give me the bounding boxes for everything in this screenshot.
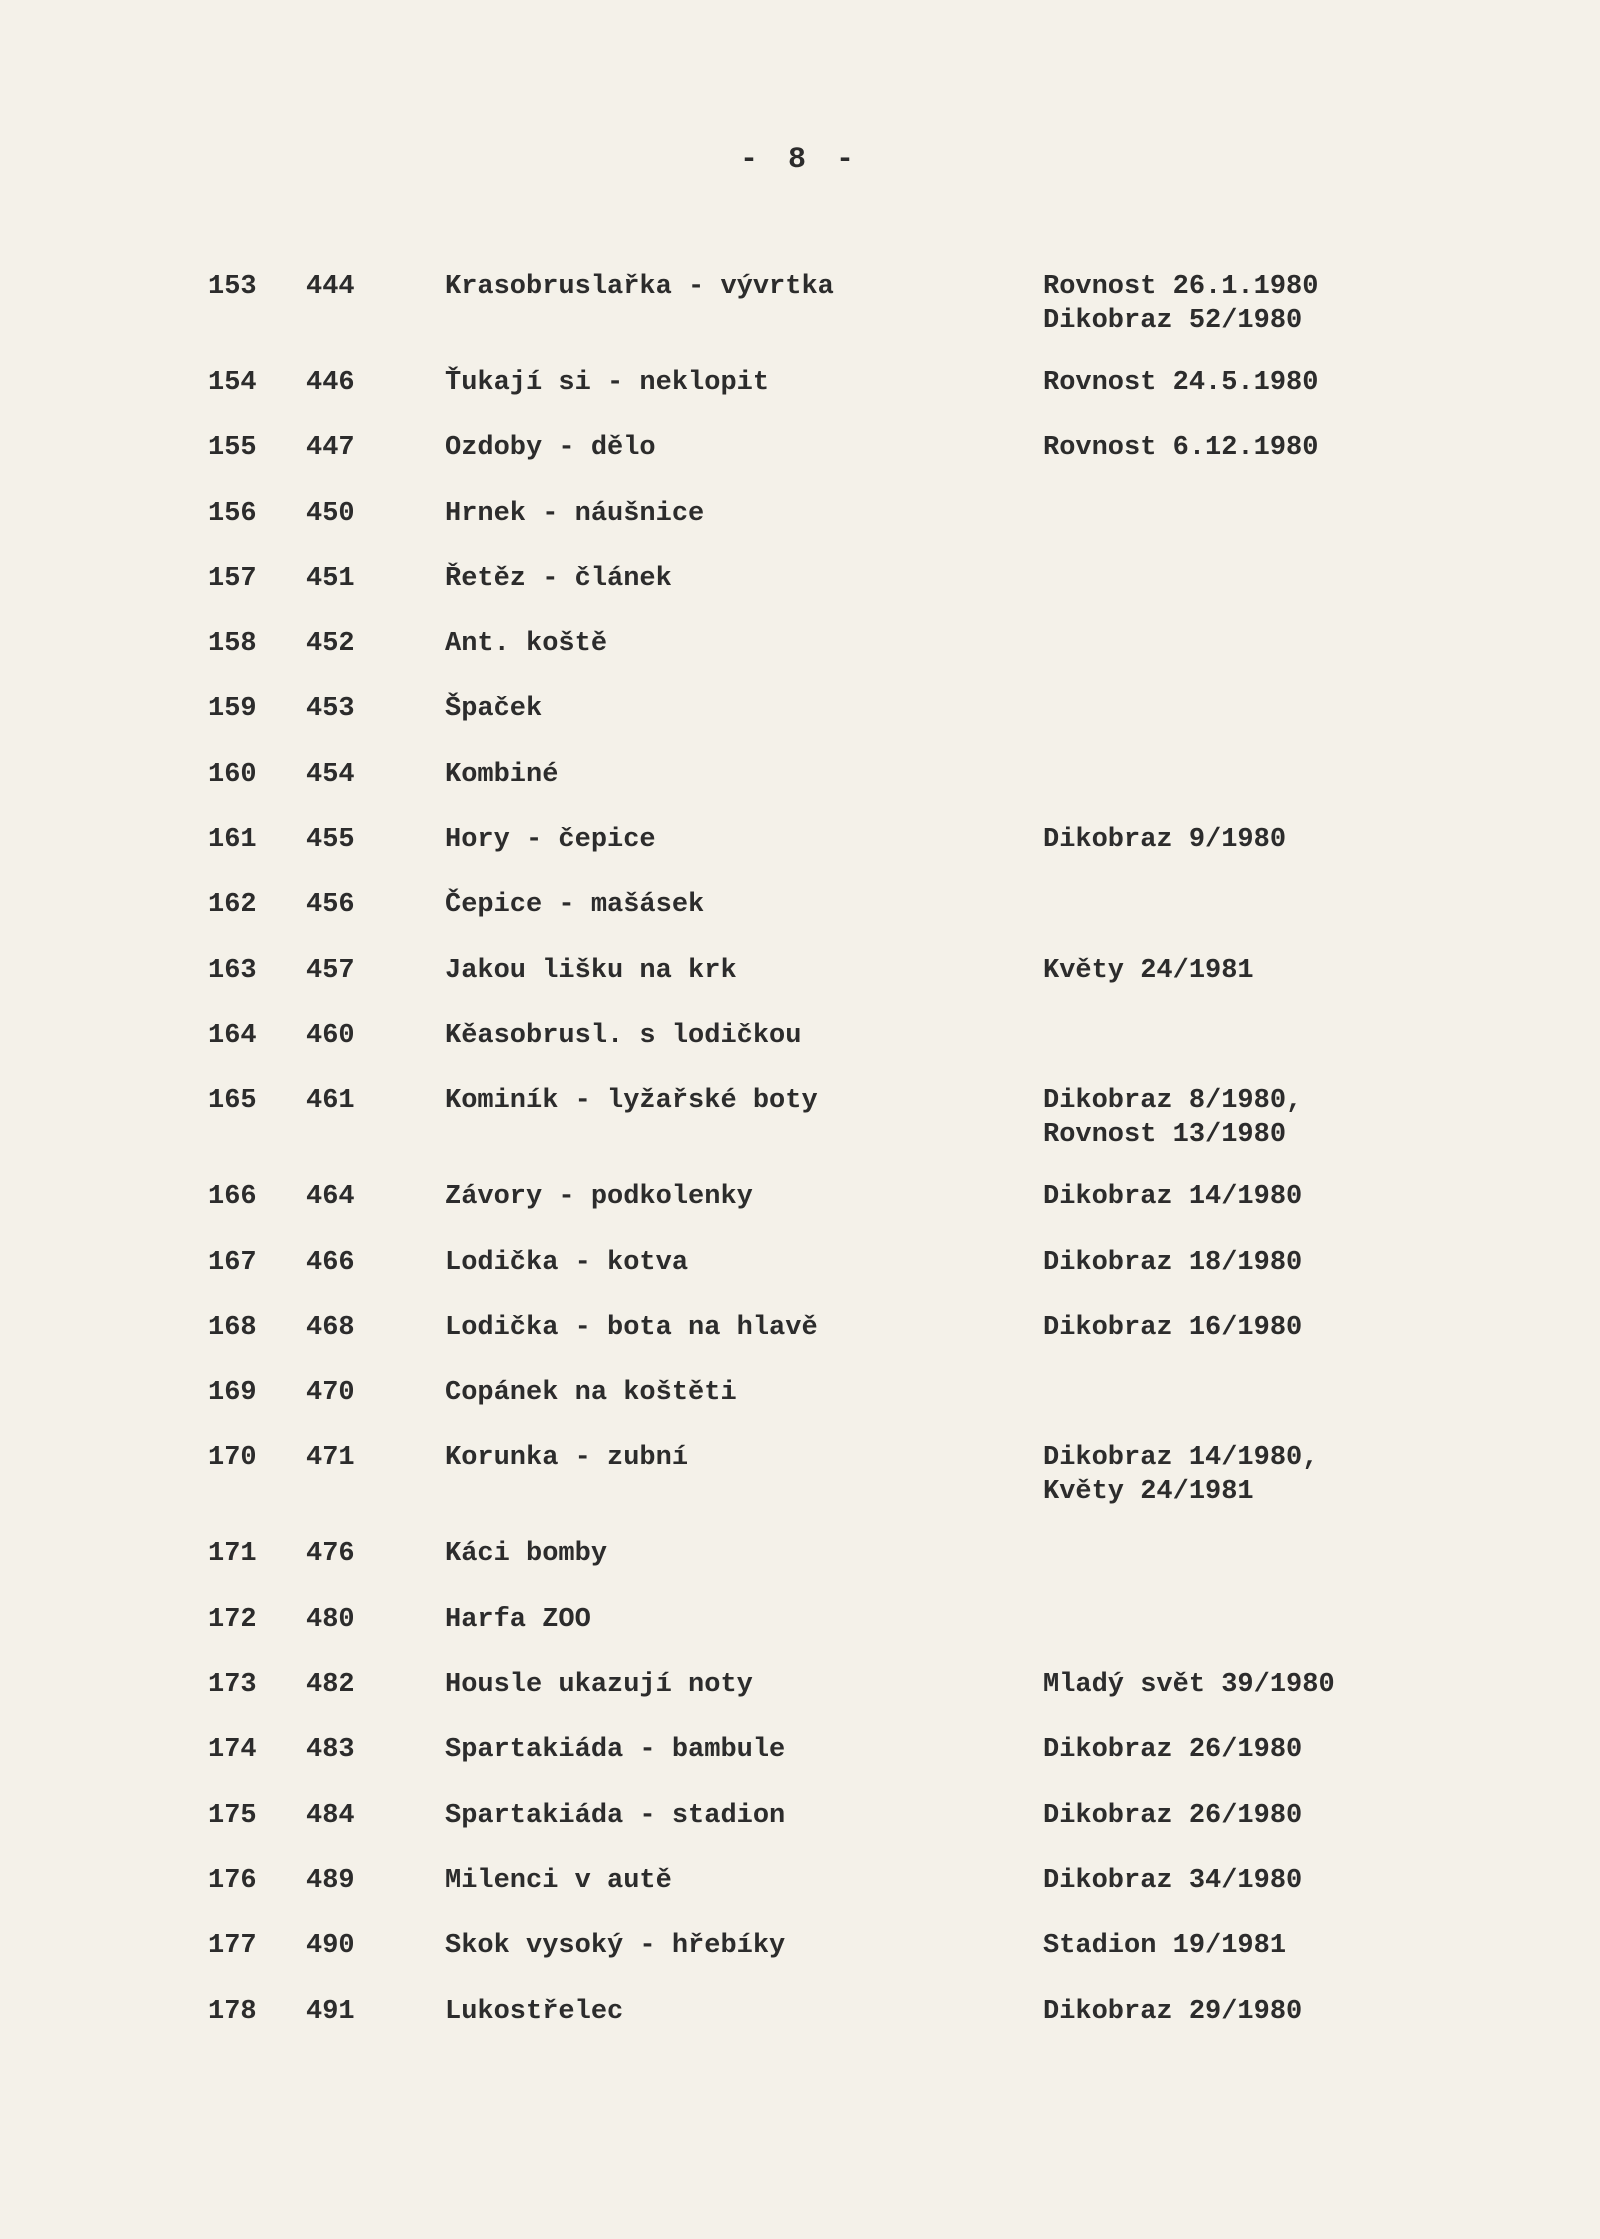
row-number: 175 xyxy=(208,1800,257,1831)
source-line: Květy 24/1981 xyxy=(1043,1477,1254,1508)
row-source xyxy=(1043,1180,1563,1214)
table-row xyxy=(0,1603,1600,1668)
row-id: 454 xyxy=(306,759,355,790)
row-title: Lodička - bota na hlavě xyxy=(445,1312,818,1343)
table-row xyxy=(0,1995,1600,2060)
row-number: 155 xyxy=(208,433,257,464)
row-title: Ant. koště xyxy=(445,629,608,660)
table-row xyxy=(0,758,1600,823)
table-row xyxy=(0,1668,1600,1733)
row-source xyxy=(1043,1995,1563,2029)
row-id: 450 xyxy=(306,498,355,529)
table-row xyxy=(0,1019,1600,1084)
row-id: 468 xyxy=(306,1312,355,1343)
row-source xyxy=(1043,1668,1563,1702)
catalog-table xyxy=(0,270,1600,2060)
source-line: Mladý svět 39/1980 xyxy=(1043,1670,1335,1701)
table-row xyxy=(0,1376,1600,1441)
source-line: Dikobraz 29/1980 xyxy=(1043,1996,1303,2027)
row-source xyxy=(1043,431,1563,465)
row-id: 456 xyxy=(306,890,355,921)
row-id: 444 xyxy=(306,272,355,302)
row-id: 490 xyxy=(306,1931,355,1962)
table-row xyxy=(0,888,1600,953)
row-number: 173 xyxy=(208,1670,257,1701)
row-title: Skok vysoký - hřebíky xyxy=(445,1931,786,1962)
table-row xyxy=(0,562,1600,627)
row-id: 470 xyxy=(306,1378,355,1409)
source-line: Rovnost 26.1.1980 xyxy=(1043,272,1319,302)
row-title: Korunka - zubní xyxy=(445,1443,689,1474)
row-number: 169 xyxy=(208,1378,257,1409)
row-title: Kominík - lyžařské boty xyxy=(445,1086,818,1117)
row-number: 156 xyxy=(208,498,257,529)
row-source xyxy=(1043,1864,1563,1898)
row-number: 176 xyxy=(208,1865,257,1896)
row-title: Jakou lišku na krk xyxy=(445,955,737,986)
row-number: 164 xyxy=(208,1020,257,1051)
row-id: 460 xyxy=(306,1020,355,1051)
source-line: Dikobraz 18/1980 xyxy=(1043,1247,1303,1278)
source-line: Květy 24/1981 xyxy=(1043,955,1254,986)
source-line: Rovnost 13/1980 xyxy=(1043,1120,1287,1151)
row-number: 158 xyxy=(208,629,257,660)
row-source xyxy=(1043,1084,1563,1152)
source-line: Dikobraz 52/1980 xyxy=(1043,306,1303,336)
table-row xyxy=(0,1929,1600,1994)
row-id: 480 xyxy=(306,1604,355,1635)
table-row xyxy=(0,692,1600,757)
row-title: Ťukají si - neklopit xyxy=(445,368,770,398)
row-source xyxy=(1043,823,1563,857)
table-row xyxy=(0,1733,1600,1798)
row-title: Kěasobrusl. s lodičkou xyxy=(445,1020,802,1051)
row-title: Lodička - kotva xyxy=(445,1247,689,1278)
source-line: Dikobraz 14/1980, xyxy=(1043,1443,1319,1474)
row-number: 172 xyxy=(208,1604,257,1635)
row-id: 489 xyxy=(306,1865,355,1896)
table-row xyxy=(0,270,1600,366)
row-source xyxy=(1043,1929,1563,1963)
source-line: Rovnost 6.12.1980 xyxy=(1043,433,1319,464)
row-id: 483 xyxy=(306,1735,355,1766)
row-source xyxy=(1043,270,1563,338)
source-line: Dikobraz 34/1980 xyxy=(1043,1865,1303,1896)
row-title: Spartakiáda - stadion xyxy=(445,1800,786,1831)
row-id: 452 xyxy=(306,629,355,660)
row-title: Copánek na koštěti xyxy=(445,1378,737,1409)
row-number: 161 xyxy=(208,825,257,856)
source-line: Stadion 19/1981 xyxy=(1043,1931,1287,1962)
table-row xyxy=(0,954,1600,1019)
row-id: 446 xyxy=(306,368,355,398)
table-row xyxy=(0,823,1600,888)
table-row xyxy=(0,1311,1600,1376)
row-source xyxy=(1043,1733,1563,1767)
source-line: Dikobraz 14/1980 xyxy=(1043,1182,1303,1213)
table-row xyxy=(0,1864,1600,1929)
row-number: 167 xyxy=(208,1247,257,1278)
source-line: Dikobraz 16/1980 xyxy=(1043,1312,1303,1343)
row-number: 166 xyxy=(208,1182,257,1213)
table-row xyxy=(0,1084,1600,1180)
table-row xyxy=(0,627,1600,692)
row-title: Čepice - mašásek xyxy=(445,890,705,921)
row-number: 170 xyxy=(208,1443,257,1474)
row-number: 162 xyxy=(208,890,257,921)
table-row xyxy=(0,497,1600,562)
row-title: Řetěz - článek xyxy=(445,563,672,594)
row-number: 165 xyxy=(208,1086,257,1117)
row-title: Ozdoby - dělo xyxy=(445,433,656,464)
source-line: Dikobraz 26/1980 xyxy=(1043,1800,1303,1831)
row-number: 163 xyxy=(208,955,257,986)
row-source xyxy=(1043,1246,1563,1280)
table-row xyxy=(0,1246,1600,1311)
row-title: Milenci v autě xyxy=(445,1865,672,1896)
row-id: 484 xyxy=(306,1800,355,1831)
row-id: 461 xyxy=(306,1086,355,1117)
row-id: 471 xyxy=(306,1443,355,1474)
row-id: 453 xyxy=(306,694,355,725)
row-title: Závory - podkolenky xyxy=(445,1182,753,1213)
row-source xyxy=(1043,954,1563,988)
row-number: 153 xyxy=(208,272,257,302)
row-id: 451 xyxy=(306,563,355,594)
row-title: Harfa ZOO xyxy=(445,1604,591,1635)
row-title: Hrnek - náušnice xyxy=(445,498,705,529)
row-id: 476 xyxy=(306,1539,355,1570)
row-title: Housle ukazují noty xyxy=(445,1670,753,1701)
source-line: Dikobraz 9/1980 xyxy=(1043,825,1287,856)
table-row xyxy=(0,1537,1600,1602)
row-id: 447 xyxy=(306,433,355,464)
table-row xyxy=(0,1441,1600,1537)
row-id: 482 xyxy=(306,1670,355,1701)
row-number: 159 xyxy=(208,694,257,725)
row-id: 455 xyxy=(306,825,355,856)
table-row xyxy=(0,1180,1600,1245)
row-id: 466 xyxy=(306,1247,355,1278)
row-title: Káci bomby xyxy=(445,1539,608,1570)
row-number: 160 xyxy=(208,759,257,790)
source-line: Rovnost 24.5.1980 xyxy=(1043,368,1319,398)
row-id: 491 xyxy=(306,1996,355,2027)
table-row xyxy=(0,366,1600,431)
row-number: 178 xyxy=(208,1996,257,2027)
row-number: 157 xyxy=(208,563,257,594)
row-number: 177 xyxy=(208,1931,257,1962)
row-id: 464 xyxy=(306,1182,355,1213)
source-line: Dikobraz 26/1980 xyxy=(1043,1735,1303,1766)
source-line: Dikobraz 8/1980, xyxy=(1043,1086,1303,1117)
table-row xyxy=(0,431,1600,496)
row-source xyxy=(1043,366,1563,400)
page-number: - 8 - xyxy=(739,143,860,177)
row-source xyxy=(1043,1799,1563,1833)
row-source xyxy=(1043,1441,1563,1509)
row-title: Spartakiáda - bambule xyxy=(445,1735,786,1766)
row-number: 171 xyxy=(208,1539,257,1570)
row-title: Lukostřelec xyxy=(445,1996,624,2027)
row-number: 154 xyxy=(208,368,257,398)
row-number: 174 xyxy=(208,1735,257,1766)
row-source xyxy=(1043,1311,1563,1345)
row-number: 168 xyxy=(208,1312,257,1343)
row-title: Krasobruslařka - vývrtka xyxy=(445,272,834,302)
row-title: Hory - čepice xyxy=(445,825,656,856)
table-row xyxy=(0,1799,1600,1864)
row-title: Kombiné xyxy=(445,759,559,790)
row-title: Špaček xyxy=(445,694,543,725)
row-id: 457 xyxy=(306,955,355,986)
